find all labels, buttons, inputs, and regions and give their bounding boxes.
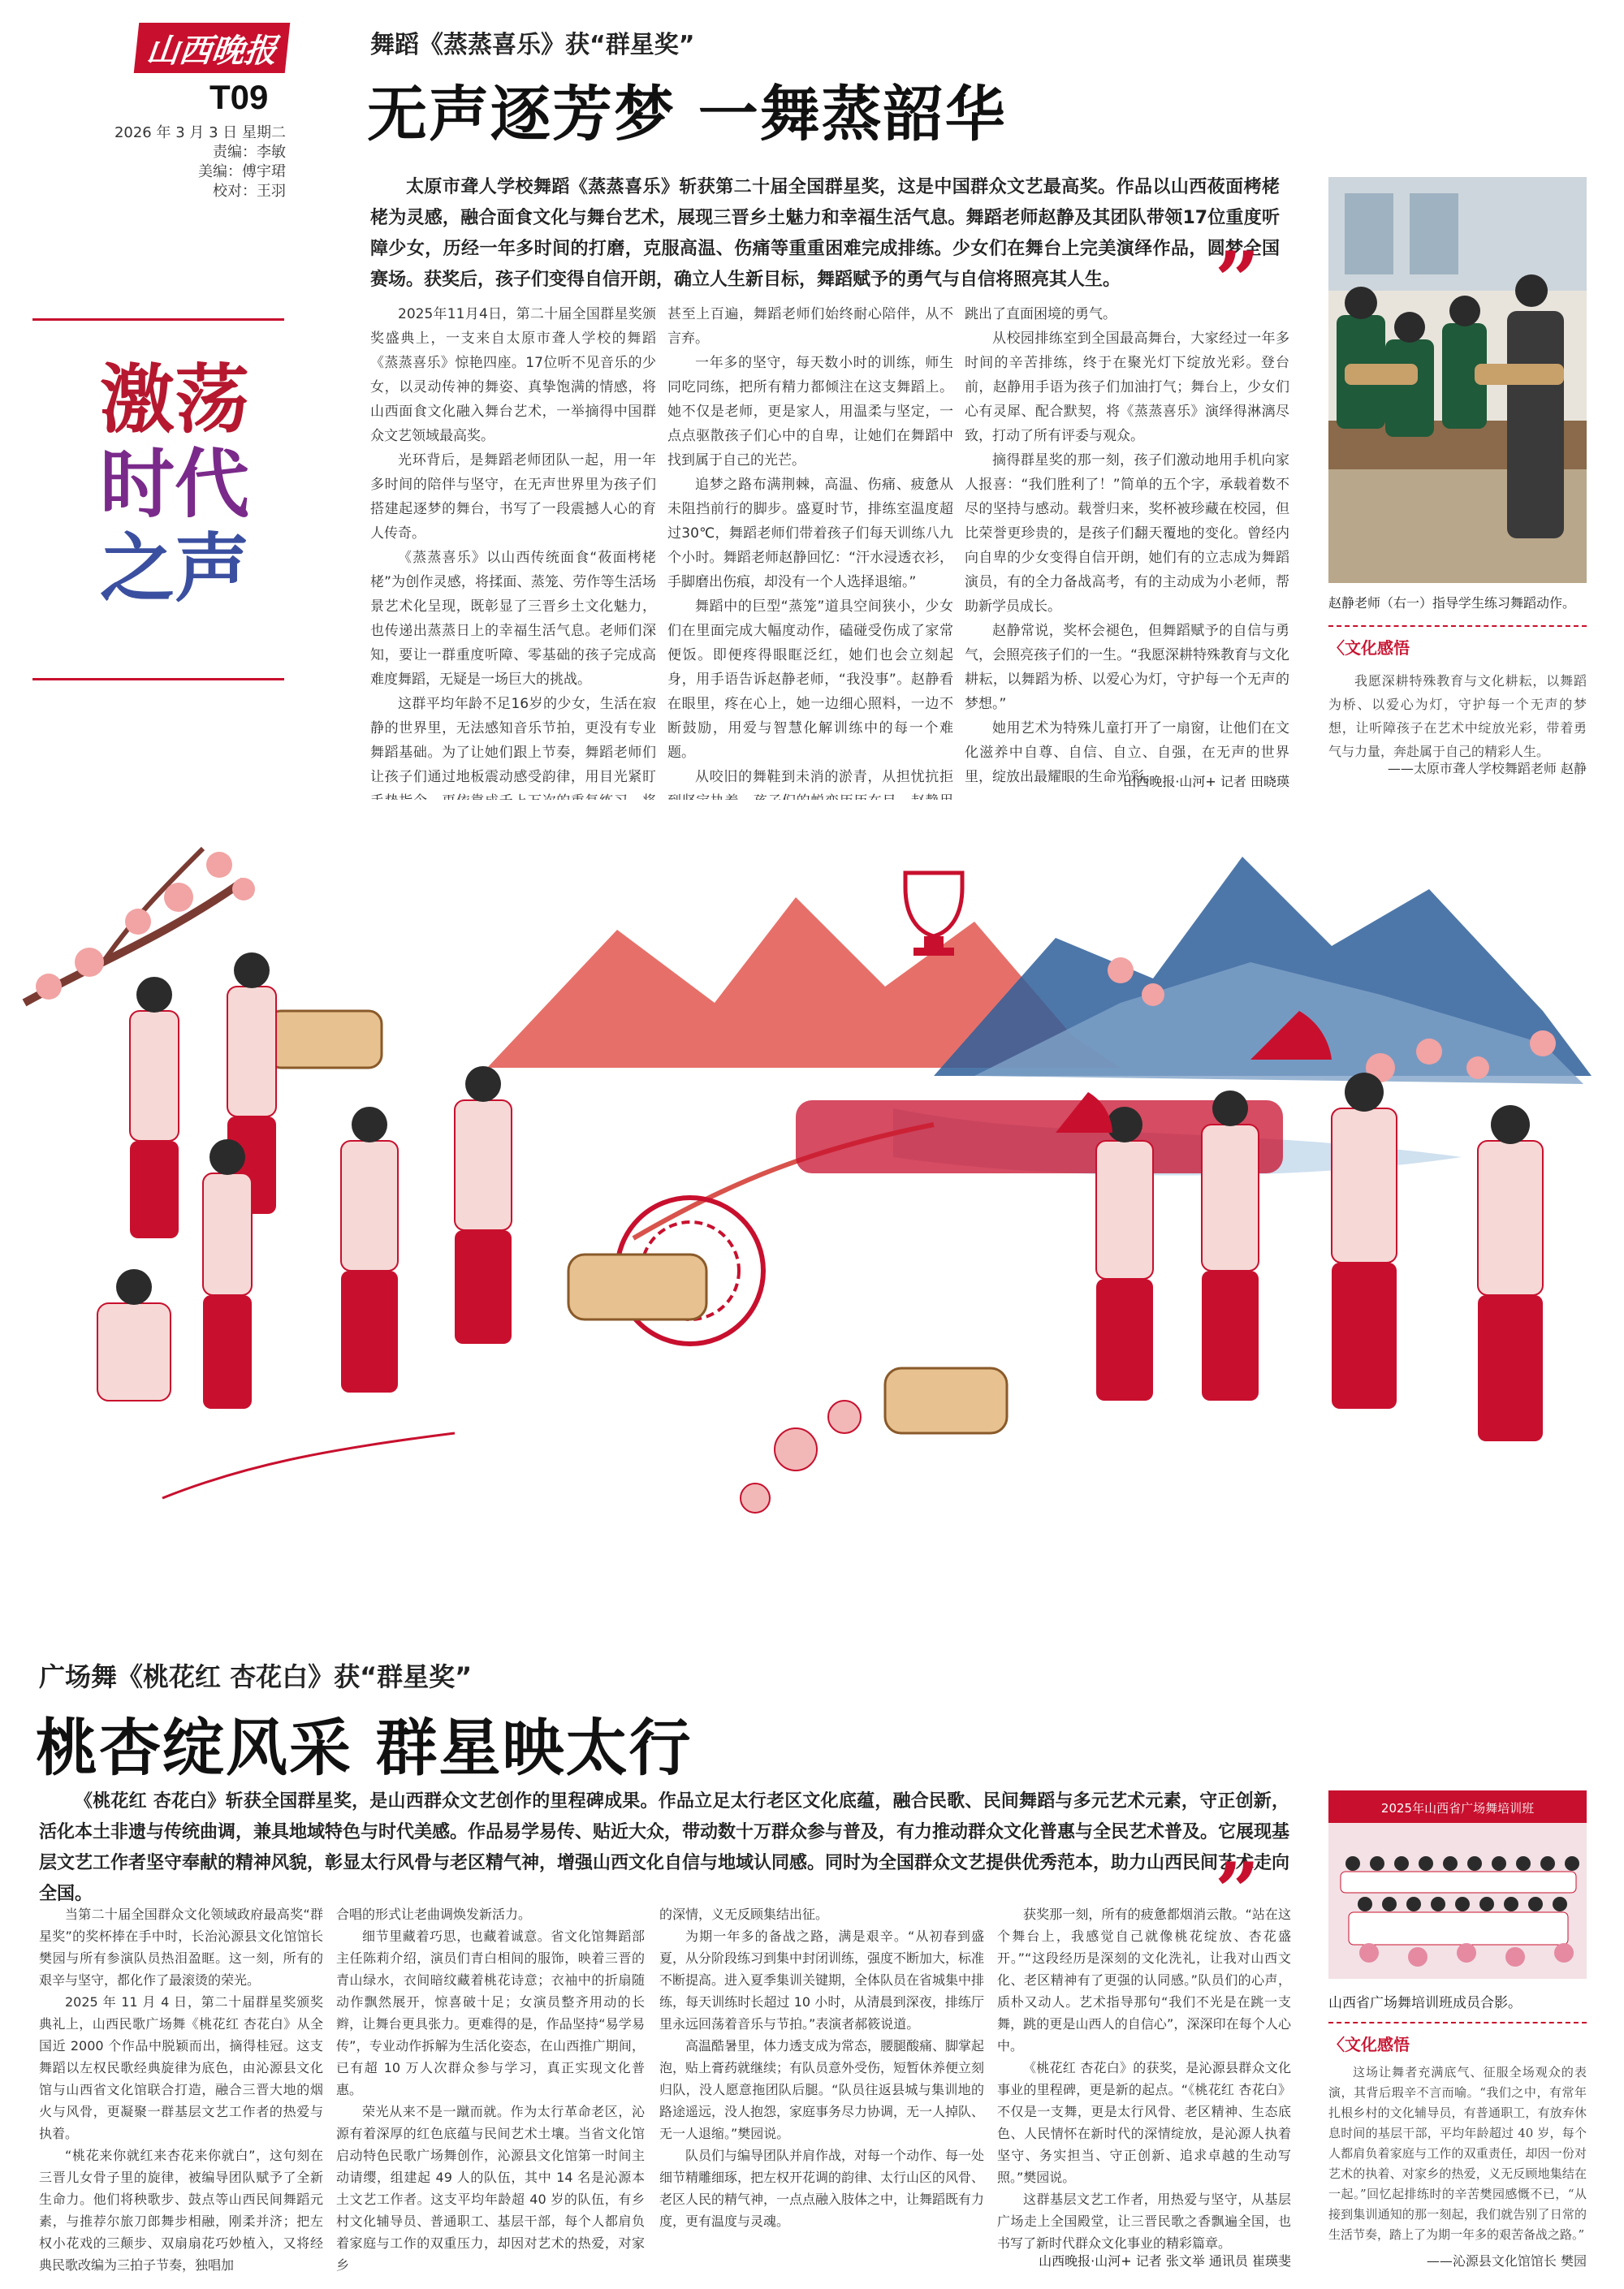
story1-column-2 <box>667 302 953 862</box>
story1-reflection-text: 我愿深耕特殊教育与文化耕耘，以舞蹈为桥、以爱心为灯，守护每一个无声的梦想，让听障孩子在艺术中绽放光彩，带着勇气与力量，奔赴属于自己的精彩人生。 <box>1328 673 1587 759</box>
story2-reflection-signature: ——沁源县文化馆馆长 樊园 <box>1426 2253 1587 2269</box>
divider <box>1328 625 1587 627</box>
story1-byline: 山西晚报·山河+ 记者 田晓瑛 <box>1123 774 1289 789</box>
reflection-label: 〈文化感悟 <box>1328 2035 1410 2054</box>
story2-column-4 <box>997 1903 1291 2254</box>
masthead-meta <box>106 123 286 201</box>
story2-column-3 <box>659 1903 984 2232</box>
reflection-label: 〈文化感悟 <box>1328 638 1410 658</box>
proofreader-credit: 校对：王羽 <box>213 183 286 200</box>
story1-photo-caption: 赵静老师（右一）指导学生练习舞蹈动作。 <box>1328 595 1576 611</box>
story2-photo-caption: 山西省广场舞培训班成员合影。 <box>1328 1995 1522 2011</box>
story1-paragraph: 她用艺术为特殊儿童打开了一扇窗，让他们在文化滋养中自尊、自信、自立、自强，在无声的世界里，绽放出最耀眼的生命光彩。 <box>965 720 1289 785</box>
dance-practice-photo-icon <box>1328 177 1587 583</box>
story2-photo <box>1328 1790 1587 1979</box>
story1-paragraph: 追梦之路布满荆棘，高温、伤痛、疲惫从未阻挡前行的脚步。盛夏时节，排练室温度超过30℃，舞蹈老师们带着孩子们每天训练八九个小时。舞蹈老师赵静回忆：“汗水浸透衣衫，手脚磨出伤痕，却没有一个人选择退缩。” <box>667 477 953 590</box>
story1-paragraph: 摘得群星奖的那一刻，孩子们激动地用手机向家人报喜：“我们胜利了！”简单的五个字，承载着数不尽的坚持与感动。载誉归来，奖杯被珍藏在校园，但比荣誉更珍贵的，是孩子们翻天覆地的变化。曾经内向自卑的少女变得自信开朗，她们有的立志成为舞蹈演员，有的全力备战高考，有的主动成为小老师，帮助新学员成长。 <box>965 452 1289 615</box>
story1-paragraph: 甚至上百遍，舞蹈老师们始终耐心陪伴，从不言弃。 <box>667 306 953 347</box>
story2-lead: 《桃花红 杏花白》斩获全国群星奖，是山西群众文艺创作的里程碑成果。作品立足太行老区文化底蕴，融合民歌、民间舞蹈与多元艺术元素，守正创新，活化本土非遗与传统曲调，兼具地域特色与时代美感。作品易学易传、贴近大众，带动数十万群众参与普及，有力推动群众文化普惠与全民艺术普及。它展现基层文艺工作者坚守奉献的精神风貌，彰显太行风骨与老区精气神，增强山西文化自信与地域认同感。同时为全国群众文艺提供优秀范本，助力山西民间艺术走向全国。 <box>39 1791 1290 1904</box>
story1-paragraph: 2025年11月4日，第二十届全国群星奖颁奖盛典上，一支来自太原市聋人学校的舞蹈《蒸蒸喜乐》惊艳四座。17位听不见音乐的少女，以灵动传神的舞姿、真挚饱满的情感，将山西面食文化融入舞台艺术，一举摘得中国群众文艺领域最高奖。 <box>370 306 656 444</box>
photo-banner-text: 2025年山西省广场舞培训班 <box>1380 1801 1535 1816</box>
story2-headline: 桃杏绽风采 群星映太行 <box>36 1712 693 1784</box>
masthead-logo <box>134 23 291 73</box>
side-banner-line-3: 之声 <box>99 525 249 612</box>
story1-paragraph: 跳出了直面困境的勇气。 <box>965 306 1116 322</box>
story1-lead: 太原市聋人学校舞蹈《蒸蒸喜乐》斩获第二十届全国群星奖，这是中国群众文艺最高奖。作品以山西莜面栲栳栳为灵感，融合面食文化与舞台艺术，展现三晋乡土魅力和幸福生活气息。舞蹈老师赵静及其团队带领17位重度听障少女，历经一年多时间的打磨，克服高温、伤痛等重重困难完成排练。少女们在舞台上完美演绎作品，圆梦全国赛场。获奖后，孩子们变得自信开朗，确立人生新目标，舞蹈赋予的勇气与自信将照亮其人生。 <box>370 177 1280 290</box>
divider <box>1328 2022 1587 2023</box>
story1-photo <box>1328 177 1587 583</box>
story2-paragraph: 荣光从来不是一蹴而就。作为太行革命老区，沁源有着深厚的红色底蕴与民间艺术土壤。当省文化馆启动特色民歌广场舞创作，沁源县文化馆第一时间主动请缨，组建起 49 人的队伍，其中 14 名是沁源本土文艺工作者。这支平均年龄超 40 岁的队伍，有乡村文化辅导员、普通职工、基层干部，每个人都肩负着家庭与工作的双重压力，却因对艺术的热爱，对家乡 <box>336 2104 645 2273</box>
story2-paragraph: 细节里藏着巧思，也藏着诚意。省文化馆舞蹈部主任陈莉介绍，演员们青白相间的服饰，映着三晋的青山绿水，衣间暗纹藏着桃花诗意；衣袖中的折扇随动作飘然展开，惊喜破十足；女演员整齐用动的长辫，让舞台更具张力。更难得的是，作品坚持“易学易传”，专业动作拆解为生活化姿态，在山西推广期间，已有超 10 万人次群众参与学习，真正实现文化普惠。 <box>336 1928 645 2097</box>
story2-paragraph: 为期一年多的备战之路，满是艰辛。“从初春到盛夏，从分阶段练习到集中封闭训练，强度不断加大，标准不断提高。进入夏季集训关键期，全体队员在省城集中排练，每天训练时长超过 10 小时，从清晨到深夜，排练厅里永远回荡着音乐与节拍。”表演者郝筱说道。 <box>659 1928 985 2032</box>
story1-column-1 <box>370 302 656 862</box>
editor-credit: 责编：李敏 <box>213 144 286 161</box>
quote-mark-icon: ” <box>1215 1846 1260 1937</box>
story1-paragraph: 一年多的坚守，每天数小时的训练，师生同吃同练，把所有精力都倾注在这支舞蹈上。她不仅是老师，更是家人，用温柔与坚定，一点点驱散孩子们心中的自卑，让她们在舞蹈中找到属于自己的光芒。 <box>667 355 953 469</box>
story1-paragraph: 《蒸蒸喜乐》以山西传统面食“莜面栲栳栳”为创作灵感，将揉面、蒸笼、劳作等生活场景艺术化呈现，既彰显了三晋乡土文化魅力，也传递出蒸蒸日上的幸福生活气息。老师们深知，要让一群重度听障、零基础的孩子完成高难度舞蹈，无疑是一场巨大的挑战。 <box>370 550 656 688</box>
story2-paragraph: 2025 年 11 月 4 日，第二十届群星奖颁奖典礼上，山西民歌广场舞《桃花红 杏花白》从全国近 2000 个作品中脱颖而出，摘得桂冠。这支舞蹈以左权民歌经典旋律为底色，由沁源县文化馆与山西省文化馆联合打造，融合三晋大地的烟火与风骨，更凝聚一群基层文艺工作者的热爱与执着。 <box>39 1994 323 2141</box>
story1-paragraph: 光环背后，是舞蹈老师团队一起，用一年多时间的陪伴与坚守，在无声世界里为孩子们搭建起逐梦的舞台，书写了一段震撼人心的育人传奇。 <box>370 452 656 542</box>
reflection-bracket-icon: 〈 <box>1328 2035 1345 2054</box>
side-banner-rule-top <box>32 318 284 321</box>
story2-paragraph: 的深情，义无反顾集结出征。 <box>659 1907 829 1922</box>
side-banner-rule-bottom <box>32 678 284 680</box>
story2-paragraph: 这群基层文艺工作者，用热爱与坚守，从基层广场走上全国殿堂，让三晋民歌之香飘遍全国，也书写了新时代群众文化事业的精彩篇章。 <box>997 2192 1291 2251</box>
folk-dance-illustration-icon <box>0 800 1624 1600</box>
story1-paragraph: 赵静常说，奖杯会褪色，但舞蹈赋予的自信与勇气，会照亮孩子们的一生。“我愿深耕特殊教育与文化耕耘，以舞蹈为桥、以爱心为灯，守护每一个无声的梦想。” <box>965 623 1289 712</box>
story2-kicker: 广场舞《桃花红 杏花白》获“群星奖” <box>39 1661 473 1692</box>
story2-paragraph: 队员们与编导团队并肩作战，对每一个动作、每一处细节精雕细琢，把左权开花调的韵律、太行山区的风骨、老区人民的精气神，一点点融入肢体之中，让舞蹈既有力度，更有温度与灵魂。 <box>659 2148 985 2229</box>
story1-reflection-signature: ——太原市聋人学校舞蹈老师 赵静 <box>1387 761 1587 776</box>
story2-paragraph: 高温酷暑里，体力透支成为常态，腰腿酸痛、脚掌起泡，贴上膏药就继续；有队员意外受伤，短暂休养便立刻归队，没人愿意拖团队后腿。“队员往返县城与集训地的路途遥远，没人抱怨，家庭事务尽力协调，无一人掉队、无一人退缩。”樊园说。 <box>659 2038 985 2141</box>
story1-paragraph: 从咬旧的舞鞋到未消的淤青，从担忧抗拒 <box>695 769 953 785</box>
story1-kicker: 舞蹈《蒸蒸喜乐》获“群星奖” <box>370 31 695 59</box>
story1-paragraph: 这群平均年龄不足16岁的少女，生活在寂静的世界里，无法感知音乐节拍，更没有专业舞蹈基础。为了让她们跟上节奏，舞蹈老师们让孩子们通过地板震动感受韵律，用目光紧盯 <box>370 696 656 785</box>
story2-byline: 山西晚报·山河+ 记者 张文举 通讯员 崔瑛斐 <box>1039 2253 1291 2269</box>
quote-mark-icon: ” <box>1215 235 1260 326</box>
story1-headline: 无声逐芳梦 一舞蒸韶华 <box>367 80 1007 149</box>
masthead-logo-text: 山西晚报 <box>145 31 279 70</box>
side-banner-line-1: 激荡 <box>99 356 249 443</box>
story1-paragraph: 舞蹈中的巨型“蒸笼”道具空间狭小，少女们在里面完成大幅度动作，磕碰受伤成了家常便饭。即便疼得眼眶泛红，她们也会立刻起身，用手语告诉赵静老师，“我没事”。赵静看在眼里，疼在心上，她一边细心照料，一边不断鼓励，用爱与智慧化解训练中的每一个难题。 <box>667 598 953 761</box>
story2-paragraph: 《桃花红 杏花白》的获奖，是沁源县群众文化事业的里程碑，更是新的起点。“《桃花红 杏花白》不仅是一支舞，更是太行风骨、老区精神、生态底色、人民情怀在新时代的深情绽放，是沁源人执着坚守、务实担当、守正创新、追求卓越的生动写照。”樊园说。 <box>997 2060 1291 2185</box>
story1-paragraph: 从校园排练室到全国最高舞台，大家经过一年多时间的辛苦排练，终于在聚光灯下绽放光彩。登台前，赵静用手语为孩子们加油打气；舞台上，少女们心有灵犀、配合默契，将《蒸蒸喜乐》演绎得淋漓尽致，打动了所有评委与观众。 <box>965 330 1289 444</box>
story2-column-2 <box>336 1903 645 2276</box>
page-number: T09 <box>209 78 269 116</box>
issue-date: 2026 年 3 月 3 日 星期二 <box>114 124 286 141</box>
story2-paragraph: 获奖那一刻，所有的疲惫都烟消云散。“站在这个舞台上，我感觉自己就像桃花绽放、杏花盛开。”“这段经历是深刻的文化洗礼，让我对山西文化、老区精神有了更强的认同感。”队员们的心声，质朴又动人。艺术指导那句“我们不光是在跳一支舞，跳的更是山西人的自信心”，深深印在每个人心中。 <box>997 1907 1291 2054</box>
story1-column-3 <box>965 302 1289 789</box>
story2-paragraph: 当第二十届全国群众文化领域政府最高奖“群星奖”的奖杯捧在手中时，长治沁源县文化馆馆长樊园与所有参演队员热泪盈眶。这一刻，所有的艰辛与坚守，都化作了最滚烫的荣光。 <box>39 1907 323 1988</box>
illustration-banner <box>0 800 1624 1600</box>
story2-column-1 <box>39 1903 323 2276</box>
story2-reflection-text: 这场让舞者充满底气、征服全场观众的表演，其背后瑕辛不言而喻。“我们之中，有常年扎根乡村的文化辅导员，有普通职工，有放弃休息时间的基层干部，平均年龄超过 40 岁，每个人都肩负着家庭与工作的双重责任，却因一份对艺术的执着、对家乡的热爱，义无反顾地集结在一起。”回忆起排练时的辛苦樊园感慨不已，“从接到集训通知的那一刻起，我们就告别了日常的生活节奏，踏上了为期一年多的艰苦备战之路。” <box>1328 2065 1587 2242</box>
story2-paragraph: 合唱的形式让老曲调焕发新活力。 <box>336 1907 532 1922</box>
designer-credit: 美编：傅宇珺 <box>198 163 286 180</box>
side-banner-line-2: 时代 <box>99 440 249 528</box>
group-photo-icon <box>1328 1790 1587 1979</box>
story2-paragraph: “桃花来你就红来杏花来你就白”，这句刻在三晋儿女骨子里的旋律，被编导团队赋予了全新生命力。他们将秧歌步、鼓点等山西民间舞蹈元素，与推荐尔旅刀郎舞步相融，刚柔并济；把左权小花戏的三颠步、双扇扇花巧妙植入，又将经典民歌改编为三拍子节奏，独唱加 <box>39 2148 323 2273</box>
side-banner <box>65 357 284 611</box>
reflection-bracket-icon: 〈 <box>1328 638 1345 658</box>
